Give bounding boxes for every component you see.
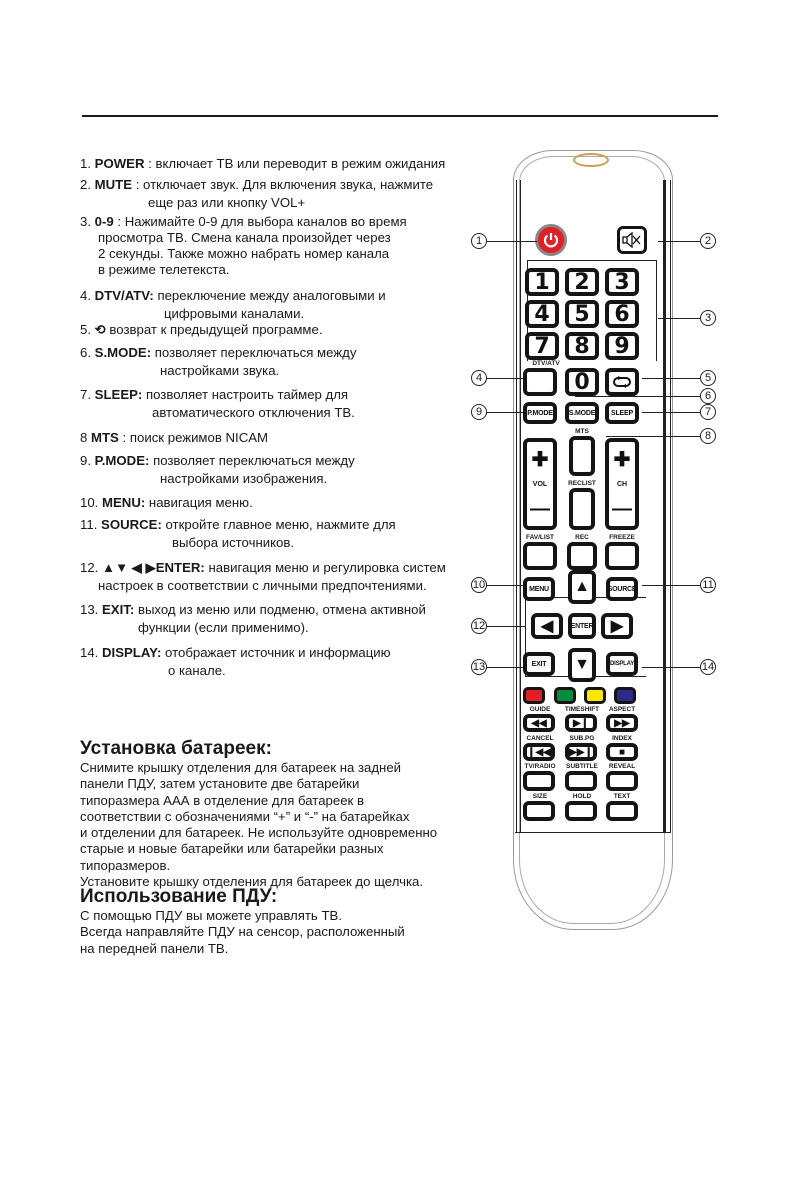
callout-leader-line [484, 241, 537, 242]
mute-button[interactable] [617, 226, 647, 254]
battery-text: Снимите крышку отделения для батареек на задней панели ПДУ, затем установите две батарейки типоразмера ААА в отделение для батареек в соответствии с обозначениями “+” и “-” на батарейках и отделении для батареек. Не используйте одновременно старые и новые батарейки или батарейки разных типоразмеров. Установите крышку отделения для батареек до щелчка. [80, 760, 438, 890]
pmode-button[interactable]: P.MODE [523, 402, 557, 424]
exit-button[interactable]: EXIT [523, 652, 555, 676]
channel-rocker[interactable]: ✚ CH — [605, 438, 639, 530]
callout-leader-line [484, 667, 523, 668]
red-button[interactable] [523, 687, 545, 704]
function-item-2: 2. MUTE : отключает звук. Для включения звука, нажмите еще раз или кнопку VOL+ [80, 177, 434, 210]
callout-5: 5 [700, 370, 716, 386]
rewind-button[interactable]: ◀◀ [523, 714, 555, 732]
callout-leader-line [484, 626, 525, 627]
callout-3: 3 [700, 310, 716, 326]
sleep-button[interactable]: SLEEP [605, 402, 639, 424]
previous-button[interactable]: ❙◀◀ [523, 743, 555, 761]
mute-icon [622, 232, 642, 248]
tv-radio-button[interactable] [523, 771, 555, 791]
fast-forward-button[interactable]: ▶▶ [606, 714, 638, 732]
callout-leader-line [484, 412, 523, 413]
function-item-14: 14. DISPLAY: отображает источник и информацию о канале. [80, 645, 391, 678]
callout-9: 9 [471, 404, 487, 420]
menu-button[interactable]: MENU [523, 577, 555, 601]
callout-1: 1 [471, 233, 487, 249]
dtv-atv-button[interactable] [523, 368, 557, 396]
digit-8-button[interactable]: 8 [565, 332, 599, 360]
function-item-3: 3. 0-9 : Нажимайте 0-9 для выбора каналов во время просмотра ТВ. Смена канала произойдет через 2 секунды. Также можно набрать номер канала в режиме телетекста. [80, 214, 407, 277]
vol-down-icon[interactable]: — [530, 498, 550, 521]
rec-button[interactable] [567, 542, 597, 570]
callout-leader-line [658, 241, 700, 242]
function-item-12: 12. ▲▼ ◀ ▶ENTER: навигация меню и регулировка систем настроек в соответствии с личными предпочтениями. [80, 560, 446, 593]
digit-6-button[interactable]: 6 [605, 300, 639, 328]
enter-button[interactable]: ENTER [568, 613, 596, 639]
ch-down-icon[interactable]: — [612, 498, 632, 521]
digit-1-button[interactable]: 1 [525, 268, 559, 296]
callout-2: 2 [700, 233, 716, 249]
green-button[interactable] [554, 687, 576, 704]
function-item-6: 6. S.MODE: позволяет переключаться между настройками звука. [80, 345, 357, 378]
reveal-button[interactable] [606, 771, 638, 791]
play-pause-button[interactable]: ▶❙ [565, 714, 597, 732]
nav-left-button[interactable]: ◀ [531, 613, 563, 639]
return-button[interactable] [605, 368, 639, 396]
callout-leader-line [575, 396, 700, 397]
nav-right-button[interactable]: ▶ [601, 613, 633, 639]
power-button[interactable] [535, 224, 567, 256]
callout-11: 11 [700, 577, 716, 593]
usage-text: С помощью ПДУ вы можете управлять ТВ. Всегда направляйте ПДУ на сенсор, расположенный на передней панели ТВ. [80, 908, 405, 956]
nav-up-button[interactable]: ▲ [568, 570, 596, 604]
digit-3-button[interactable]: 3 [605, 268, 639, 296]
volume-rocker[interactable]: ✚ VOL — [523, 438, 557, 530]
function-item-8: 8 MTS : поиск режимов NICAM [80, 430, 268, 445]
subtitle-button[interactable] [565, 771, 597, 791]
digit-7-button[interactable]: 7 [525, 332, 559, 360]
callout-10: 10 [472, 579, 486, 591]
function-item-4: 4. DTV/ATV: переключение между аналоговыми и цифровыми каналами. [80, 288, 386, 321]
function-item-1: 1. POWER : включает ТВ или переводит в режим ожидания [80, 156, 446, 171]
function-item-5: 5. ⟲ возврат к предыдущей программе. [80, 322, 323, 337]
digit-9-button[interactable]: 9 [605, 332, 639, 360]
callout-leader-line [484, 585, 523, 586]
size-button[interactable] [523, 801, 555, 821]
callout-leader-line [484, 378, 523, 379]
power-icon [542, 231, 560, 249]
remote-control-illustration: DTV/ATV 0 P.MODE S.MODE SLEEP MTS RECLIST ✚ VOL — ✚ CH — FAV/LIST REC FREEZE MENU SOURCE ▲ ◀ ENTER ▶ ▼ EXIT DISPLAY GUIDE TIMESHIFT ASPECT ◀◀ ▶❙ ▶▶ CANCEL SUB.PG INDEX ❙◀◀ ▶▶❙ ■ TV/RADIO SUBTITLE REVEAL SIZE HOLD TEXT 1 2 3 4 5 6 7 8 9 [513, 150, 673, 930]
callout-14: 14 [701, 661, 715, 673]
callout-13: 13 [472, 661, 486, 673]
callout-leader-line [642, 378, 700, 379]
header-rule [82, 115, 718, 117]
function-item-13: 13. EXIT: выход из меню или подменю, отмена активной функции (если применимо). [80, 602, 426, 635]
callout-leader-line [606, 436, 700, 437]
source-button[interactable]: SOURCE [606, 577, 638, 601]
ch-up-icon[interactable]: ✚ [613, 448, 631, 471]
battery-heading: Установка батареек: [80, 738, 272, 759]
callout-12: 12 [472, 620, 486, 632]
usage-heading: Использование ПДУ: [80, 886, 278, 907]
callout-7: 7 [700, 404, 716, 420]
function-item-9: 9. P.MODE: позволяет переключаться между настройками изображения. [80, 453, 355, 486]
blue-button[interactable] [614, 687, 636, 704]
callout-4: 4 [471, 370, 487, 386]
function-item-10: 10. MENU: навигация меню. [80, 495, 253, 510]
next-button[interactable]: ▶▶❙ [565, 743, 597, 761]
nav-down-button[interactable]: ▼ [568, 648, 596, 682]
digit-2-button[interactable]: 2 [565, 268, 599, 296]
yellow-button[interactable] [584, 687, 606, 704]
stop-button[interactable]: ■ [606, 743, 638, 761]
return-icon [611, 376, 633, 388]
mts-button[interactable] [569, 436, 595, 476]
callout-8: 8 [700, 428, 716, 444]
text-button[interactable] [606, 801, 638, 821]
function-item-7: 7. SLEEP: позволяет настроить таймер для автоматического отключения ТВ. [80, 387, 355, 420]
digit-5-button[interactable]: 5 [565, 300, 599, 328]
callout-leader-line [642, 667, 700, 668]
reclist-button[interactable] [569, 488, 595, 530]
ir-window [573, 153, 609, 167]
hold-button[interactable] [565, 801, 597, 821]
display-button[interactable]: DISPLAY [606, 652, 638, 676]
digit-0-button[interactable]: 0 [565, 368, 599, 396]
favlist-button[interactable] [523, 542, 557, 570]
callout-leader-line [642, 412, 700, 413]
function-item-11: 11. SOURCE: откройте главное меню, нажмите для выбора источников. [80, 517, 396, 550]
digit-4-button[interactable]: 4 [525, 300, 559, 328]
vol-up-icon[interactable]: ✚ [531, 448, 549, 471]
callout-leader-line [642, 585, 700, 586]
callout-6: 6 [700, 388, 716, 404]
smode-button[interactable]: S.MODE [565, 402, 599, 424]
callout-leader-line [658, 318, 700, 319]
freeze-button[interactable] [605, 542, 639, 570]
